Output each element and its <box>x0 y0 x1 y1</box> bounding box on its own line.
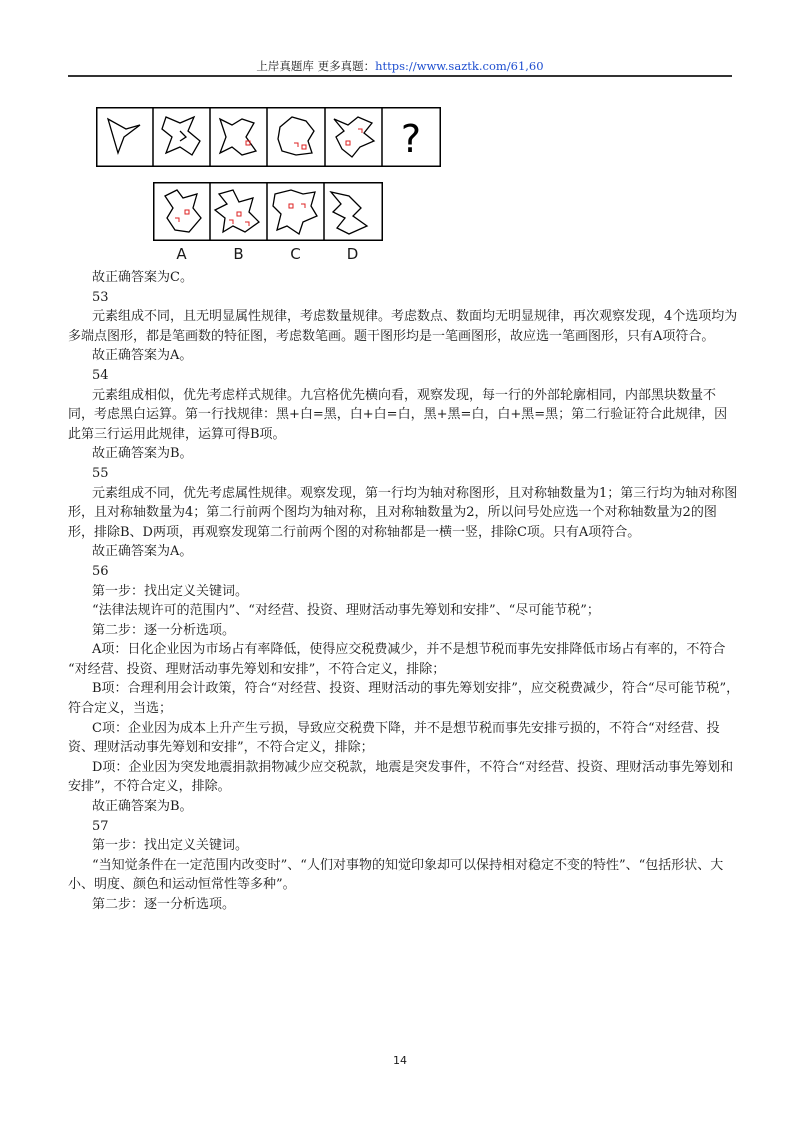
paragraph: 第一步：找出定义关键词。 <box>92 838 249 854</box>
paragraph: 54 <box>92 367 109 383</box>
option-b-figure <box>215 190 259 232</box>
option-a-figure <box>165 190 201 232</box>
paragraph: 第二步：逐一分析选项。 <box>92 897 236 912</box>
paragraph: “当知觉条件在一定范围内改变时”、“人们对事物的知觉印象却可以保持相对稳定不变的特性”、“包括形状、大小、明度、颜色和运动恒常性等多种”。 <box>68 857 724 893</box>
paragraph: 56 <box>92 563 109 579</box>
figure-5 <box>334 117 374 157</box>
paragraph: A项：日化企业因为市场占有率降低，使得应交税费减少，并不是想节税而事先安排降低市场占有率的，不符合 “对经营、投资、理财活动事先筹划和安排”，不符合定义，排除； <box>68 642 726 677</box>
figure-3 <box>220 119 256 155</box>
paragraph: C项：企业因为成本上升产生亏损，导致应交税费下降，并不是想节税而事先安排亏损的，不符合“对经营、投资、理财活动事先筹划和安排”，不符合定义，排除； <box>68 720 720 756</box>
paragraph: 第二步：逐一分析选项。 <box>92 622 236 638</box>
paragraph: 53 <box>92 289 109 305</box>
option-d-figure <box>331 192 367 234</box>
page-number: 14 <box>393 1054 407 1067</box>
header-link[interactable]: https://www.saztk.com/61,60 <box>375 59 544 73</box>
paragraph: 元素组成相似，优先考虑样式规律。九宫格优先横向看，观察发现，每一行的外部轮廓相同，内部黑块数量不同，考虑黑白运算。第一行找规律：黑+白=黑，白+白=白，黑+黑=白，白+黑=黑；第二行验证符合此规律，因此第三行运用此规律，运算可得B项。 <box>68 387 728 442</box>
figure-4 <box>278 117 314 155</box>
document-body <box>68 268 740 915</box>
option-labels <box>153 245 381 265</box>
figure-1 <box>108 119 140 153</box>
option-c-figure <box>273 190 317 234</box>
option-label-c: C <box>290 245 301 263</box>
paragraph: 故正确答案为B。 <box>92 446 193 462</box>
paragraph: D项：企业因为突发地震捐款捐物减少应交税款，地震是突发事件，不符合“对经营、投资、理财活动事先筹划和安排”，不符合定义，排除。 <box>68 759 734 795</box>
paragraph: “法律法规许可的范围内”、“对经营、投资、理财活动事先筹划和安排”、“尽可能节税”； <box>92 603 600 619</box>
question-mark: ? <box>400 117 422 161</box>
question-figure-row <box>96 107 441 167</box>
paragraph: 元素组成不同，且无明显属性规律，考虑数量规律。考虑数点、数面均无明显规律，再次观察发现，4个选项均为多端点图形，都是笔画数的特征图，考虑数笔画。题干图形均是一笔画图形，故应选一笔画图形，只有A项符合。 <box>68 309 738 344</box>
paragraph: 故正确答案为B。 <box>92 799 193 815</box>
paragraph: 55 <box>92 465 109 481</box>
paragraph: 故正确答案为A。 <box>92 544 193 560</box>
paragraph: B项：合理利用会计政策，符合“对经营、投资、理财活动的事先筹划安排”，应交税费减少，符合“尽可能节税”，符合定义，当选； <box>68 681 740 717</box>
paragraph: 第一步：找出定义关键词。 <box>92 583 249 599</box>
header-divider <box>68 75 732 77</box>
page-header <box>0 58 800 74</box>
header-prefix: 上岸真题库 更多真题： <box>256 59 376 73</box>
options-figure-row <box>153 182 383 242</box>
figure-2 <box>162 117 200 155</box>
paragraph: 57 <box>92 818 109 834</box>
option-label-b: B <box>233 245 244 263</box>
paragraph: 故正确答案为C。 <box>92 270 193 285</box>
option-label-a: A <box>176 245 187 263</box>
paragraph: 元素组成不同，优先考虑属性规律。观察发现，第一行均为轴对称图形，且对称轴数量为1；第三行均为轴对称图形，且对称轴数量为4；第二行前两个图均为轴对称，且对称轴数量为2，所以问号处应选一个对称轴数量为2的图形，排除B、D两项，再观察发现第二行前两个图的对称轴都是一横一竖，排除C项。只有A项符合。 <box>68 485 738 540</box>
option-label-d: D <box>346 245 359 263</box>
paragraph: 故正确答案为A。 <box>92 348 193 364</box>
